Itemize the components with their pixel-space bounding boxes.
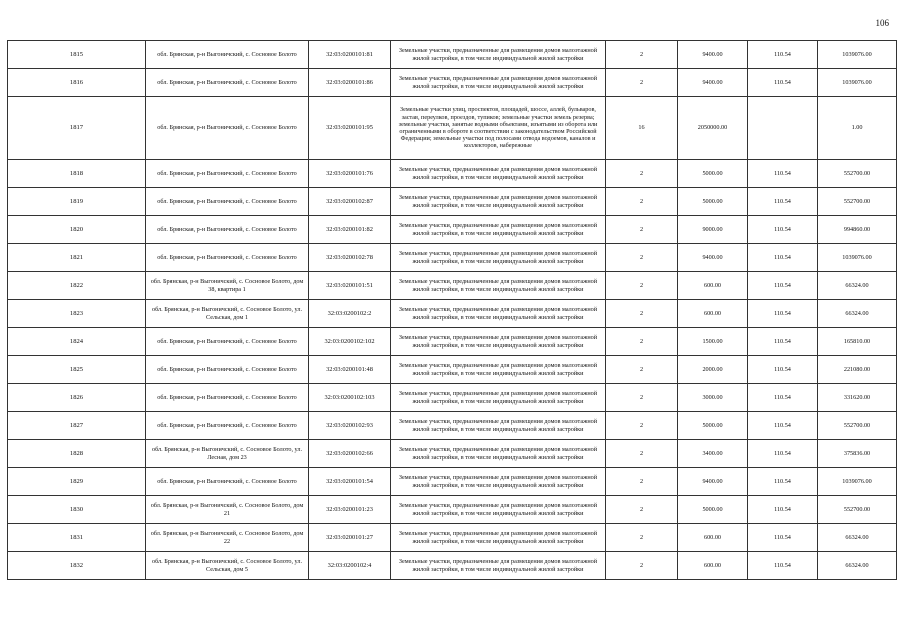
row-number-cell: 1829	[8, 468, 146, 496]
row-number-cell: 1832	[8, 552, 146, 580]
row-number-cell: 1817	[8, 97, 146, 160]
area-cell: 9400.00	[678, 41, 748, 69]
cadastral-number-cell: 32:03:0200101:51	[309, 272, 391, 300]
land-use-purpose-cell: Земельные участки, предназначенные для размещения домов малоэтажной жилой застройки, в том числе индивидуальной жилой застройки	[391, 328, 606, 356]
cadastral-value-cell: 66324.00	[818, 552, 897, 580]
cadastral-value-cell: 1039076.00	[818, 468, 897, 496]
group-number-cell: 2	[606, 468, 678, 496]
table-row	[8, 384, 897, 412]
specific-value-cell: 110.54	[748, 328, 818, 356]
specific-value-cell: 110.54	[748, 41, 818, 69]
table-row	[8, 496, 897, 524]
address-cell: обл. Брянская, р-н Выгоничский, с. Сосновое Болото	[146, 468, 309, 496]
cadastral-value-cell: 1039076.00	[818, 244, 897, 272]
area-cell: 9000.00	[678, 216, 748, 244]
address-cell: обл. Брянская, р-н Выгоничский, с. Сосновое Болото, дом 21	[146, 496, 309, 524]
land-use-purpose-cell: Земельные участки, предназначенные для размещения домов малоэтажной жилой застройки, в том числе индивидуальной жилой застройки	[391, 244, 606, 272]
row-number-cell: 1824	[8, 328, 146, 356]
land-use-purpose-cell: Земельные участки, предназначенные для размещения домов малоэтажной жилой застройки, в том числе индивидуальной жилой застройки	[391, 160, 606, 188]
table-row	[8, 244, 897, 272]
land-use-purpose-cell: Земельные участки, предназначенные для размещения домов малоэтажной жилой застройки, в том числе индивидуальной жилой застройки	[391, 356, 606, 384]
specific-value-cell: 110.54	[748, 412, 818, 440]
table-row	[8, 328, 897, 356]
cadastral-number-cell: 32:03:0200102:87	[309, 188, 391, 216]
cadastral-number-cell: 32:03:0200101:82	[309, 216, 391, 244]
land-use-purpose-cell: Земельные участки, предназначенные для размещения домов малоэтажной жилой застройки, в том числе индивидуальной жилой застройки	[391, 524, 606, 552]
address-cell: обл. Брянская, р-н Выгоничский, с. Сосновое Болото, дом 22	[146, 524, 309, 552]
area-cell: 5000.00	[678, 496, 748, 524]
group-number-cell: 2	[606, 41, 678, 69]
land-use-purpose-cell: Земельные участки, предназначенные для размещения домов малоэтажной жилой застройки, в том числе индивидуальной жилой застройки	[391, 384, 606, 412]
address-cell: обл. Брянская, р-н Выгоничский, с. Сосновое Болото	[146, 216, 309, 244]
specific-value-cell: 110.54	[748, 356, 818, 384]
group-number-cell: 2	[606, 496, 678, 524]
area-cell: 600.00	[678, 552, 748, 580]
cadastral-number-cell: 32:03:0200101:48	[309, 356, 391, 384]
row-number-cell: 1821	[8, 244, 146, 272]
address-cell: обл. Брянская, р-н Выгоничский, с. Сосновое Болото	[146, 384, 309, 412]
cadastral-number-cell: 32:03:0200101:23	[309, 496, 391, 524]
cadastral-number-cell: 32:03:0200102:66	[309, 440, 391, 468]
address-cell: обл. Брянская, р-н Выгоничский, с. Сосновое Болото	[146, 97, 309, 160]
land-use-purpose-cell: Земельные участки, предназначенные для размещения домов малоэтажной жилой застройки, в том числе индивидуальной жилой застройки	[391, 272, 606, 300]
group-number-cell: 2	[606, 552, 678, 580]
address-cell: обл. Брянская, р-н Выгоничский, с. Сосновое Болото	[146, 412, 309, 440]
row-number-cell: 1820	[8, 216, 146, 244]
area-cell: 3000.00	[678, 384, 748, 412]
cadastral-value-cell: 165810.00	[818, 328, 897, 356]
land-plot-registry-table	[7, 40, 897, 580]
cadastral-number-cell: 32:03:0200101:54	[309, 468, 391, 496]
area-cell: 1500.00	[678, 328, 748, 356]
specific-value-cell: 110.54	[748, 160, 818, 188]
group-number-cell: 2	[606, 384, 678, 412]
address-cell: обл. Брянская, р-н Выгоничский, с. Сосновое Болото, ул. Сельская, дом 5	[146, 552, 309, 580]
page-number: 106	[875, 18, 889, 28]
land-use-purpose-cell: Земельные участки, предназначенные для размещения домов малоэтажной жилой застройки, в том числе индивидуальной жилой застройки	[391, 496, 606, 524]
specific-value-cell	[748, 97, 818, 160]
group-number-cell: 2	[606, 356, 678, 384]
area-cell: 9400.00	[678, 468, 748, 496]
table-row	[8, 97, 897, 160]
address-cell: обл. Брянская, р-н Выгоничский, с. Сосновое Болото	[146, 328, 309, 356]
table-row	[8, 160, 897, 188]
area-cell: 600.00	[678, 300, 748, 328]
specific-value-cell: 110.54	[748, 300, 818, 328]
group-number-cell: 2	[606, 440, 678, 468]
specific-value-cell: 110.54	[748, 272, 818, 300]
address-cell: обл. Брянская, р-н Выгоничский, с. Сосновое Болото, ул. Сельская, дом 1	[146, 300, 309, 328]
land-use-purpose-cell: Земельные участки, предназначенные для размещения домов малоэтажной жилой застройки, в том числе индивидуальной жилой застройки	[391, 41, 606, 69]
cadastral-value-cell: 1039076.00	[818, 69, 897, 97]
group-number-cell: 2	[606, 244, 678, 272]
table-row	[8, 412, 897, 440]
table-row	[8, 300, 897, 328]
specific-value-cell: 110.54	[748, 216, 818, 244]
group-number-cell: 2	[606, 216, 678, 244]
group-number-cell: 2	[606, 524, 678, 552]
address-cell: обл. Брянская, р-н Выгоничский, с. Сосновое Болото	[146, 41, 309, 69]
cadastral-value-cell: 1039076.00	[818, 41, 897, 69]
table-row	[8, 41, 897, 69]
land-use-purpose-cell: Земельные участки, предназначенные для размещения домов малоэтажной жилой застройки, в том числе индивидуальной жилой застройки	[391, 300, 606, 328]
table-row	[8, 216, 897, 244]
row-number-cell: 1823	[8, 300, 146, 328]
group-number-cell: 2	[606, 272, 678, 300]
table-row	[8, 356, 897, 384]
table-row	[8, 468, 897, 496]
area-cell: 5000.00	[678, 160, 748, 188]
address-cell: обл. Брянская, р-н Выгоничский, с. Сосновое Болото	[146, 356, 309, 384]
cadastral-value-cell: 221080.00	[818, 356, 897, 384]
group-number-cell: 2	[606, 412, 678, 440]
table-row	[8, 272, 897, 300]
row-number-cell: 1819	[8, 188, 146, 216]
specific-value-cell: 110.54	[748, 552, 818, 580]
area-cell: 3400.00	[678, 440, 748, 468]
cadastral-number-cell: 32:03:0200102:93	[309, 412, 391, 440]
address-cell: обл. Брянская, р-н Выгоничский, с. Сосновое Болото, дом 38, квартира 1	[146, 272, 309, 300]
land-use-purpose-cell: Земельные участки, предназначенные для размещения домов малоэтажной жилой застройки, в том числе индивидуальной жилой застройки	[391, 552, 606, 580]
cadastral-number-cell: 32:03:0200101:95	[309, 97, 391, 160]
cadastral-number-cell: 32:03:0200101:81	[309, 41, 391, 69]
row-number-cell: 1815	[8, 41, 146, 69]
cadastral-value-cell: 552700.00	[818, 412, 897, 440]
land-use-purpose-cell: Земельные участки, предназначенные для размещения домов малоэтажной жилой застройки, в том числе индивидуальной жилой застройки	[391, 440, 606, 468]
area-cell: 9400.00	[678, 69, 748, 97]
specific-value-cell: 110.54	[748, 69, 818, 97]
row-number-cell: 1831	[8, 524, 146, 552]
address-cell: обл. Брянская, р-н Выгоничский, с. Сосновое Болото, ул. Лесная, дом 23	[146, 440, 309, 468]
area-cell: 5000.00	[678, 412, 748, 440]
row-number-cell: 1818	[8, 160, 146, 188]
cadastral-number-cell: 32:03:0200101:76	[309, 160, 391, 188]
table-row	[8, 440, 897, 468]
cadastral-number-cell: 32:03:0200101:27	[309, 524, 391, 552]
cadastral-number-cell: 32:03:0200102:103	[309, 384, 391, 412]
row-number-cell: 1825	[8, 356, 146, 384]
land-use-purpose-cell: Земельные участки, предназначенные для размещения домов малоэтажной жилой застройки, в том числе индивидуальной жилой застройки	[391, 412, 606, 440]
row-number-cell: 1830	[8, 496, 146, 524]
land-use-purpose-cell: Земельные участки, предназначенные для размещения домов малоэтажной жилой застройки, в том числе индивидуальной жилой застройки	[391, 216, 606, 244]
table-row	[8, 524, 897, 552]
specific-value-cell: 110.54	[748, 244, 818, 272]
specific-value-cell: 110.54	[748, 496, 818, 524]
row-number-cell: 1822	[8, 272, 146, 300]
specific-value-cell: 110.54	[748, 384, 818, 412]
row-number-cell: 1826	[8, 384, 146, 412]
cadastral-value-cell: 552700.00	[818, 496, 897, 524]
table-row	[8, 69, 897, 97]
row-number-cell: 1816	[8, 69, 146, 97]
cadastral-value-cell: 552700.00	[818, 160, 897, 188]
cadastral-value-cell: 1.00	[818, 97, 897, 160]
specific-value-cell: 110.54	[748, 188, 818, 216]
land-use-purpose-cell: Земельные участки улиц, проспектов, площадей, шоссе, аллей, бульваров, застав, переулков, проездов, тупиков; земельные участки земель резерва; земельные участки, занятые водными объектами, изъятыми из оборота или ограниченными в обороте в соответствии с законодательством Российской Федерации; земельные участки под полосами отвода водоемов, каналов и коллекторов, набережные	[391, 97, 606, 160]
area-cell: 9400.00	[678, 244, 748, 272]
area-cell: 600.00	[678, 524, 748, 552]
group-number-cell: 2	[606, 300, 678, 328]
specific-value-cell: 110.54	[748, 468, 818, 496]
area-cell: 600.00	[678, 272, 748, 300]
cadastral-value-cell: 66324.00	[818, 272, 897, 300]
row-number-cell: 1827	[8, 412, 146, 440]
land-use-purpose-cell: Земельные участки, предназначенные для размещения домов малоэтажной жилой застройки, в том числе индивидуальной жилой застройки	[391, 468, 606, 496]
cadastral-number-cell: 32:03:0200102:4	[309, 552, 391, 580]
area-cell: 2000.00	[678, 356, 748, 384]
specific-value-cell: 110.54	[748, 440, 818, 468]
group-number-cell: 2	[606, 328, 678, 356]
table-row	[8, 552, 897, 580]
table-row	[8, 188, 897, 216]
area-cell: 5000.00	[678, 188, 748, 216]
land-use-purpose-cell: Земельные участки, предназначенные для размещения домов малоэтажной жилой застройки, в том числе индивидуальной жилой застройки	[391, 69, 606, 97]
specific-value-cell: 110.54	[748, 524, 818, 552]
group-number-cell: 2	[606, 188, 678, 216]
row-number-cell: 1828	[8, 440, 146, 468]
table-body	[8, 41, 897, 580]
cadastral-number-cell: 32:03:0200102:102	[309, 328, 391, 356]
cadastral-value-cell: 66324.00	[818, 524, 897, 552]
address-cell: обл. Брянская, р-н Выгоничский, с. Сосновое Болото	[146, 188, 309, 216]
area-cell: 2050000.00	[678, 97, 748, 160]
cadastral-value-cell: 331620.00	[818, 384, 897, 412]
address-cell: обл. Брянская, р-н Выгоничский, с. Сосновое Болото	[146, 69, 309, 97]
group-number-cell: 2	[606, 160, 678, 188]
cadastral-number-cell: 32:03:0200102:78	[309, 244, 391, 272]
cadastral-value-cell: 66324.00	[818, 300, 897, 328]
cadastral-value-cell: 994860.00	[818, 216, 897, 244]
cadastral-value-cell: 375836.00	[818, 440, 897, 468]
group-number-cell: 2	[606, 69, 678, 97]
address-cell: обл. Брянская, р-н Выгоничский, с. Сосновое Болото	[146, 244, 309, 272]
cadastral-number-cell: 32:03:0200101:86	[309, 69, 391, 97]
cadastral-value-cell: 552700.00	[818, 188, 897, 216]
land-use-purpose-cell: Земельные участки, предназначенные для размещения домов малоэтажной жилой застройки, в том числе индивидуальной жилой застройки	[391, 188, 606, 216]
cadastral-number-cell: 32:03:0200102:2	[309, 300, 391, 328]
address-cell: обл. Брянская, р-н Выгоничский, с. Сосновое Болото	[146, 160, 309, 188]
group-number-cell: 16	[606, 97, 678, 160]
